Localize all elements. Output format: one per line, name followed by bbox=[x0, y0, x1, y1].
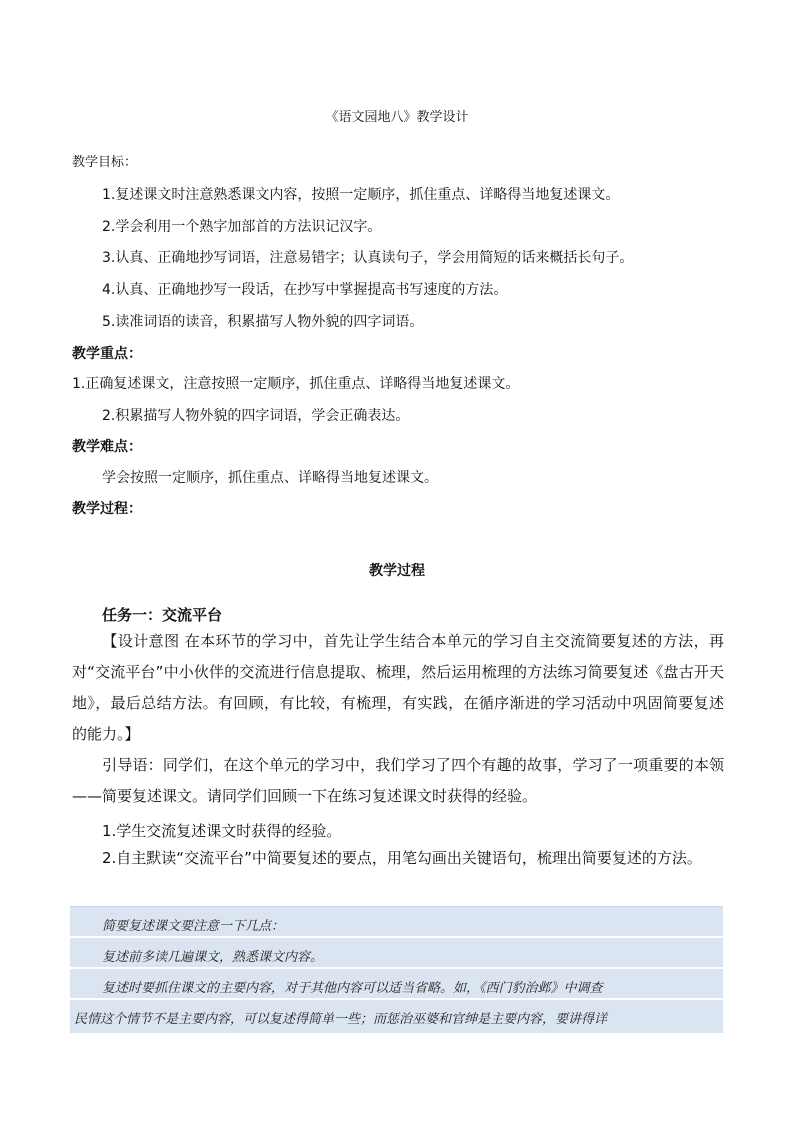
summary-row bbox=[70, 1000, 723, 1029]
summary-row bbox=[70, 938, 723, 969]
task1-step1: 1.学生交流复述课文时获得的经验。 bbox=[102, 822, 342, 840]
goal-item: 3.认真、正确地抄写词语，注意易错字；认真读句子，学会用简短的话来概括长句子。 bbox=[102, 250, 634, 266]
design-intent-text: 【设计意图 在本环节的学习中，首先让学生结合本单元的学习自主交流简要复述的方法，再对“交流平台”中小伙伴的交流进行信息提取、梳理，然后运用梳理的方法练习简要复述《盘古开天地》，最后总结方法。有回顾，有比较，有梳理，有实践，在循序渐进的学习活动中巩固简要复述的能力。】 bbox=[72, 632, 724, 743]
key-points-heading: 教学重点： bbox=[72, 346, 142, 362]
difficulty-item: 学会按照一定顺序，抓住重点、详略得当地复述课文。 bbox=[102, 470, 438, 486]
summary-line: 民情这个情节不是主要内容，可以复述得简单一些；而惩治巫婆和官绅是主要内容，要讲得详 bbox=[74, 1012, 608, 1027]
goals-heading: 教学目标： bbox=[72, 155, 138, 170]
key-point-item: 2.积累描写人物外貌的四字词语，学会正确表达。 bbox=[102, 408, 410, 424]
task1-step2 bbox=[72, 843, 724, 874]
summary-line: 复述前多读几遍课文，熟悉课文内容。 bbox=[102, 950, 324, 965]
document-title: 《语文园地八》教学设计 bbox=[325, 110, 469, 125]
process-label: 教学过程： bbox=[72, 501, 142, 517]
guide-text: 引导语：同学们，在这个单元的学习中，我们学习了四个有趣的故事，学习了一项重要的本领——简要复述课文。请同学们回顾一下在练习复述课文时获得的经验。 bbox=[72, 756, 724, 805]
summary-line: 简要复述课文要注意一下几点： bbox=[102, 919, 285, 934]
task1-design-intent bbox=[72, 626, 724, 750]
task1-heading: 任务一：交流平台 bbox=[102, 606, 223, 624]
summary-box bbox=[70, 906, 723, 1033]
goal-item: 5.读准词语的读音，积累描写人物外貌的四字词语。 bbox=[102, 314, 424, 330]
step2-text: 2.自主默读“交流平台”中简要复述的要点，用笔勾画出关键语句，梳理出简要复述的方法。 bbox=[102, 849, 702, 867]
difficulties-heading: 教学难点： bbox=[72, 439, 142, 455]
goal-item: 4.认真、正确地抄写一段话，在抄写中掌握提高书写速度的方法。 bbox=[102, 282, 508, 298]
process-title: 教学过程 bbox=[369, 563, 425, 579]
goal-item: 2.学会利用一个熟字加部首的方法识记汉字。 bbox=[102, 219, 382, 235]
summary-row bbox=[70, 969, 723, 1000]
goal-item: 1.复述课文时注意熟悉课文内容，按照一定顺序，抓住重点、详略得当地复述课文。 bbox=[102, 187, 620, 203]
task1-guide bbox=[72, 750, 724, 812]
key-point-item: 1.正确复述课文，注意按照一定顺序，抓住重点、详略得当地复述课文。 bbox=[72, 376, 520, 392]
summary-row bbox=[70, 907, 723, 938]
summary-line: 复述时要抓住课文的主要内容，对于其他内容可以适当省略。如，《西门豹治邺》中调查 bbox=[102, 981, 603, 996]
